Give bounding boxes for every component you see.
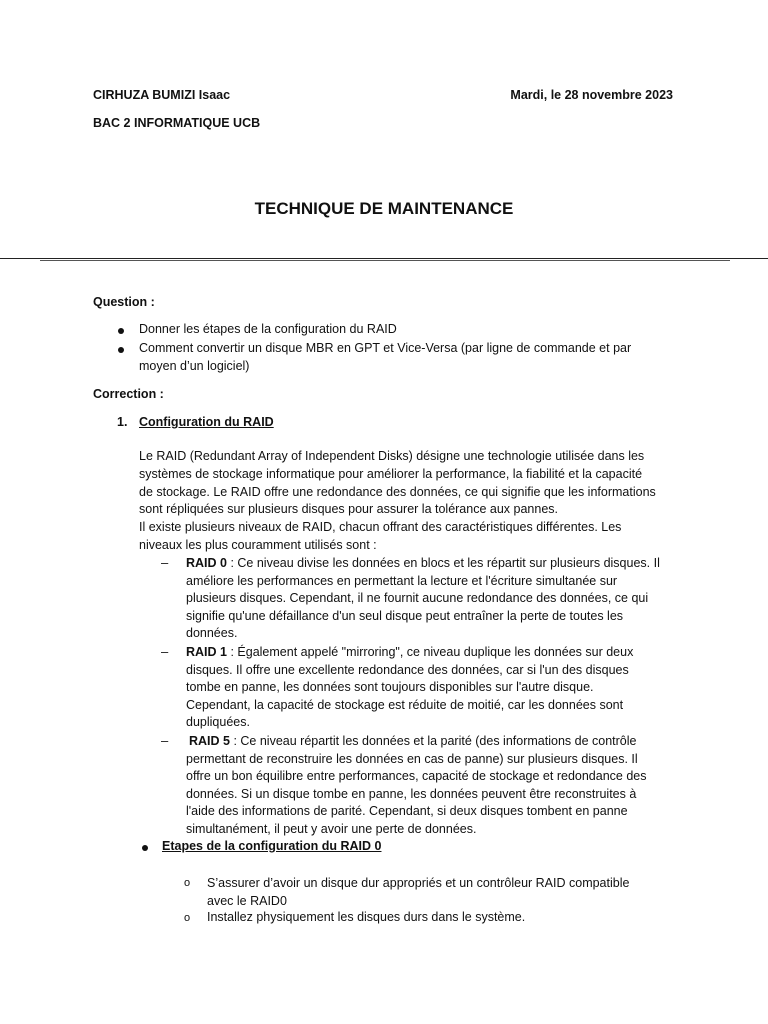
bullet-icon [142,845,148,851]
separator-line-secondary [40,260,730,261]
intro-line: sont répliquées sur plusieurs disques pour assurer la tolérance aux pannes. [139,502,558,517]
raid0-step-line: avec le RAID0 [207,893,287,908]
section-heading: Configuration du RAID [139,415,274,429]
intro-line: niveaux les plus couramment utilisés sont : [139,537,377,552]
intro-line: Il existe plusieurs niveaux de RAID, chacun offrant des caractéristiques différentes. Les [139,520,622,535]
raid5-line: données. Si un disque tombe en panne, les données peuvent être reconstruites à [186,786,637,801]
raid0-block [186,555,660,643]
intro-line: systèmes de stockage informatique pour améliorer la performance, la fiabilité et la capacité [139,466,643,481]
class-label: BAC 2 INFORMATIQUE UCB [93,116,261,130]
dash-icon: – [161,555,169,570]
circle-bullet-icon: o [184,877,191,889]
correction-label: Correction : [93,387,164,401]
document-date: Mardi, le 28 novembre 2023 [510,88,673,102]
raid5-block [186,733,647,839]
raid1-name: RAID 1 [186,645,227,659]
document-title: TECHNIQUE DE MAINTENANCE [254,199,514,218]
raid0-step-2: Installez physiquement les disques durs dans le système. [207,910,526,924]
intro-paragraph [139,448,656,555]
bullet-icon [118,347,124,353]
raid5-line: offre un bon équilibre entre performances, capacité de stockage et redondance des [186,769,647,784]
raid0-line: signifie qu'une défaillance d'un seul disque peut entraîner la perte de toutes les [186,608,624,623]
raid5-line: permettant de reconstruire les données en cas de panne) sur plusieurs disques. Il [186,751,638,766]
question-item-2: Comment convertir un disque MBR en GPT et Vice-Versa (par ligne de commande et par [139,341,632,355]
raid1-block [186,644,633,732]
question-label: Question : [93,295,155,309]
dash-icon: – [161,733,169,748]
question-item-1: Donner les étapes de la configuration du RAID [139,322,397,336]
section-number: 1. [117,415,128,429]
circle-bullet-icon: o [184,912,191,924]
raid0-step-line: S’assurer d’avoir un disque dur appropriés et un contrôleur RAID compatible [207,876,630,890]
raid0-line: : Ce niveau divise les données en blocs et les répartit sur plusieurs disques. Il [226,556,660,570]
bullet-icon [118,328,124,334]
question-item-2-cont: moyen d’un logiciel) [139,359,250,373]
raid5-line: l'aide des informations de parité. Cependant, si deux disques tombent en panne [186,804,628,819]
raid5-name: RAID 5 [189,734,230,748]
raid1-line: : Également appelé "mirroring", ce niveau duplique les données sur deux [226,645,634,659]
author-name: CIRHUZA BUMIZI Isaac [93,88,231,102]
raid1-line: tombe en panne, les données sont toujours disponibles sur l'autre disque. [186,680,594,695]
raid1-line: disques. Il offre une excellente redondance des données, car si l'un des disques [186,662,629,677]
separator-line [0,258,768,259]
raid0-line: améliore les performances en permettant la lecture et l'écriture simultanée sur [186,573,618,588]
raid0-name: RAID 0 [186,556,227,570]
raid1-line: Cependant, la capacité de stockage est réduite de moitié, car les données sont [186,697,624,712]
raid0-line: plusieurs disques. Cependant, il ne fournit aucune redondance des données, ce qui [186,591,649,606]
intro-line: de stockage. Le RAID offre une redondance des données, ce qui signifie que les informations [139,484,656,499]
raid5-line: : Ce niveau répartit les données et la parité (des informations de contrôle [229,734,637,748]
dash-icon: – [161,644,169,659]
raid5-line: simultanément, il peut y avoir une perte de données. [186,821,477,836]
raid1-line: dupliquées. [186,715,250,730]
raid0-line: données. [186,626,238,641]
intro-line: Le RAID (Redundant Array of Independent Disks) désigne une technologie utilisée dans les [139,449,645,463]
raid0-steps-heading: Etapes de la configuration du RAID 0 [162,839,382,853]
raid0-step-1 [207,875,629,910]
